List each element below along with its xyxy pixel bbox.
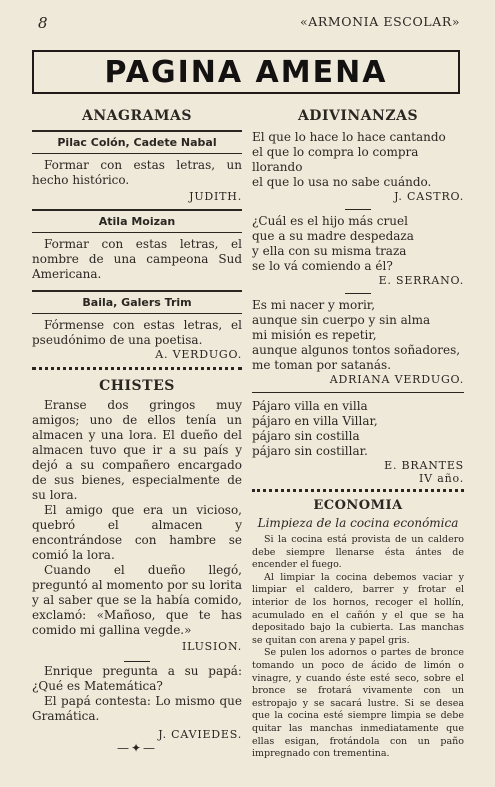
anagram-puzzle: Atila Moizan <box>98 215 176 228</box>
ornament-icon: —✦— <box>116 741 158 755</box>
joke-author: J. CAVIEDES. <box>158 728 242 741</box>
riddle-line: pájaro sin costilla <box>252 429 360 443</box>
chistes-heading: CHISTES <box>99 378 175 394</box>
economia-paragraph: Al limpiar la cocina debemos vaciar y limpiar el caldero, barrer y frotar el interior de los hornos, recoger el hollín, acumulado en el cañón y el que se ha depositado bajo la cubierta. Las manchas se quitan con arena y papel gris. <box>252 571 464 646</box>
adivinanzas-heading: ADIVINANZAS <box>297 108 419 124</box>
anagram-puzzle: Baila, Galers Trim <box>82 296 192 309</box>
riddle-author-note: IV año. <box>419 472 464 485</box>
economia-paragraph: Si la cocina está provista de un caldero debe siempre llenarse ésta ántes de encender el fuego. <box>252 534 464 571</box>
riddle-line: Es mi nacer y morir, <box>252 298 376 312</box>
riddle-author: E. SERRANO. <box>378 274 464 287</box>
short-dash <box>124 661 150 662</box>
banner-title: PAGINA AMENA <box>104 54 388 90</box>
anagram-puzzle: Pilac Colón, Cadete Nabal <box>57 136 217 149</box>
riddle-line: pájaro sin costillar. <box>252 444 368 458</box>
joke-paragraph: Eranse dos gringos muy amigos; uno de ellos tenía un almacen y una lora. El dueño del almacen tuvo que ir a su país y dejó a su compañero encargado de sus bienes, especialmente de su lora. <box>32 398 242 502</box>
riddle-line: y ella con su misma traza <box>252 244 407 258</box>
joke-paragraph: El amigo que era un vicioso, quebró el almacen y encontrándose con hambre se comió la lora. <box>32 503 242 562</box>
divider <box>32 232 242 233</box>
anagram-author: A. VERDUGO. <box>155 348 242 361</box>
riddle-line: El que lo hace lo hace cantando <box>252 130 446 144</box>
joke-paragraph: Cuando el dueño llegó, preguntó al momento por su lorita y al saber que se la había comido, exclamó: «Mañoso, que te has comido mi gallina vegde.» <box>32 563 242 637</box>
joke-paragraph: Enrique pregunta a su papá: ¿Qué es Matemática? <box>32 664 242 693</box>
divider <box>32 313 242 314</box>
riddle <box>252 298 464 386</box>
left-column <box>32 108 242 755</box>
riddle-line: aunque algunos tontos soñadores, <box>252 343 461 357</box>
anagram-instruction: Fórmense con estas letras, el pseudónimo de una poetisa. <box>32 318 242 347</box>
riddle <box>252 214 464 287</box>
riddle-author: E. BRANTES <box>384 459 464 472</box>
riddle-line: el que lo compra lo compra llorando <box>252 145 419 174</box>
riddle-line: se lo vá comiendo a él? <box>252 259 393 273</box>
page-number: 8 <box>38 14 48 32</box>
short-dash <box>345 209 371 210</box>
riddle-line: Pájaro villa en villa <box>252 399 368 413</box>
economia-subheading: Limpieza de la cocina económica <box>257 516 459 530</box>
riddle-line: me toman por satanás. <box>252 358 392 372</box>
riddle-line: ¿Cuál es el hijo más cruel <box>252 214 408 228</box>
section-banner <box>32 50 460 94</box>
riddle-author: J. CASTRO. <box>394 190 464 203</box>
running-header: «ARMONIA ESCOLAR» <box>300 14 461 29</box>
economia-heading: ECONOMIA <box>313 498 403 513</box>
joke-paragraph: El papá contesta: Lo mismo que Gramática. <box>32 694 242 723</box>
dotted-divider <box>32 367 242 370</box>
joke-author: ILUSION. <box>181 640 242 653</box>
riddle-line: mi misión es repetir, <box>252 328 377 342</box>
anagram-author: JUDITH. <box>189 190 242 203</box>
riddle <box>252 399 464 485</box>
short-dash <box>345 293 371 294</box>
riddle <box>252 130 464 203</box>
riddle-line: aunque sin cuerpo y sin alma <box>252 313 431 327</box>
riddle-line: pájaro en villa Villar, <box>252 414 378 428</box>
divider <box>252 392 464 393</box>
riddle-line: que a su madre despedaza <box>252 229 414 243</box>
anagram-instruction: Formar con estas letras, el nombre de una campeona Sud Americana. <box>32 237 242 281</box>
anagramas-heading: ANAGRAMAS <box>82 108 192 124</box>
economia-paragraph: Se pulen los adornos o partes de bronce tomando un poco de ácido de limón o vinagre, y cuando éste esté seco, sobre el bronce se frotará vivamente con un estropajo y se sacará lustre. Si se desea que la cocina esté siempre limpia se debe quitar las manchas inmediatamente que ellas esigan, frotándola con un paño impregnado con trementina. <box>252 647 464 760</box>
anagram-instruction: Formar con estas letras, un hecho histórico. <box>32 158 242 187</box>
divider <box>32 153 242 154</box>
right-column <box>252 108 464 761</box>
dotted-divider <box>252 489 464 492</box>
riddle-author: ADRIANA VERDUGO. <box>329 373 464 386</box>
riddle-line: el que lo usa no sabe cuándo. <box>252 175 432 189</box>
economia-body <box>252 534 464 761</box>
